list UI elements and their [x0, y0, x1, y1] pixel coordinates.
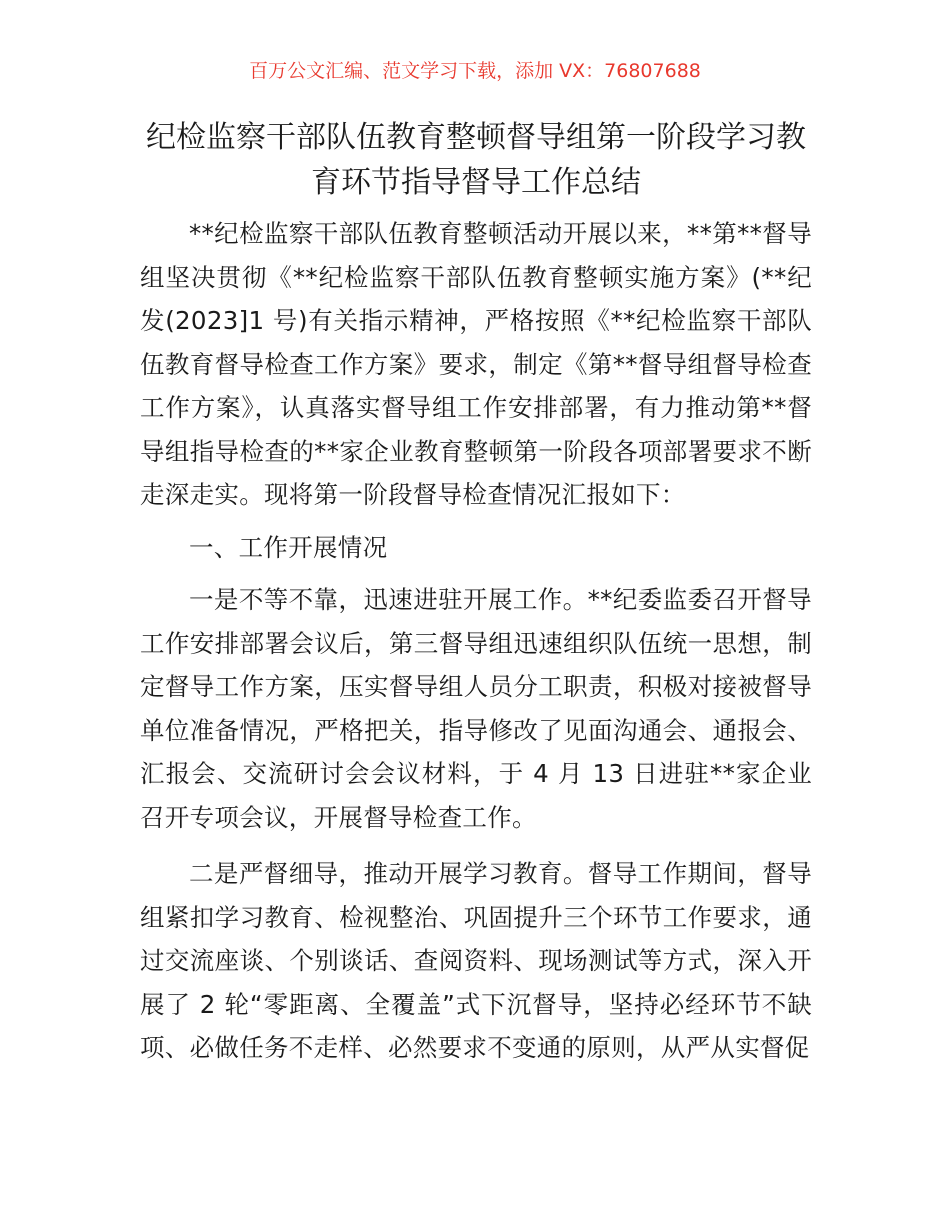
header-notice: 百万公文汇编、范文学习下载，添加 VX：76807688 — [249, 60, 701, 82]
paragraph-second-point: 二是严督细导，推动开展学习教育。督导工作期间，督导组紧扣学习教育、检视整治、巩固提升三个环节工作要求，通过交流座谈、个别谈话、查阅资料、现场测试等方式，深入开展了 2 轮“零距离、全覆盖”式下沉督导，坚持必经环节不缺项、必做任务不走样、必然要求不变通的原则，从严从实督促 — [140, 859, 812, 1062]
document-body — [140, 212, 812, 1070]
paragraph-first-point: 一是不等不靠，迅速进驻开展工作。**纪委监委召开督导工作安排部署会议后，第三督导组迅速组织队伍统一思想，制定督导工作方案，压实督导组人员分工职责，积极对接被督导单位准备情况，严格把关，指导修改了见面沟通会、通报会、汇报会、交流研讨会会议材料，于 4 月 13 日进驻**家企业召开专项会议，开展督导检查工作。 — [140, 585, 812, 832]
section-heading: 一、工作开展情况 — [189, 532, 388, 562]
document-title: 纪检监察干部队伍教育整顿督导组第一阶段学习教育环节指导督导工作总结 — [146, 120, 806, 200]
intro-paragraph: **纪检监察干部队伍教育整顿活动开展以来，**第**督导组坚决贯彻《**纪检监察干部队伍教育整顿实施方案》(**纪发(2023]1 号)有关指示精神，严格按照《**纪检监察干部队伍教育督导检查工作方案》要求，制定《第**督导组督导检查工作方案》，认真落实督导组工作安排部署，有力推动第**督导组指导检查的**家企业教育整顿第一阶段各项部署要求不断走深走实。现将第一阶段督导检查情况汇报如下： — [140, 219, 812, 509]
